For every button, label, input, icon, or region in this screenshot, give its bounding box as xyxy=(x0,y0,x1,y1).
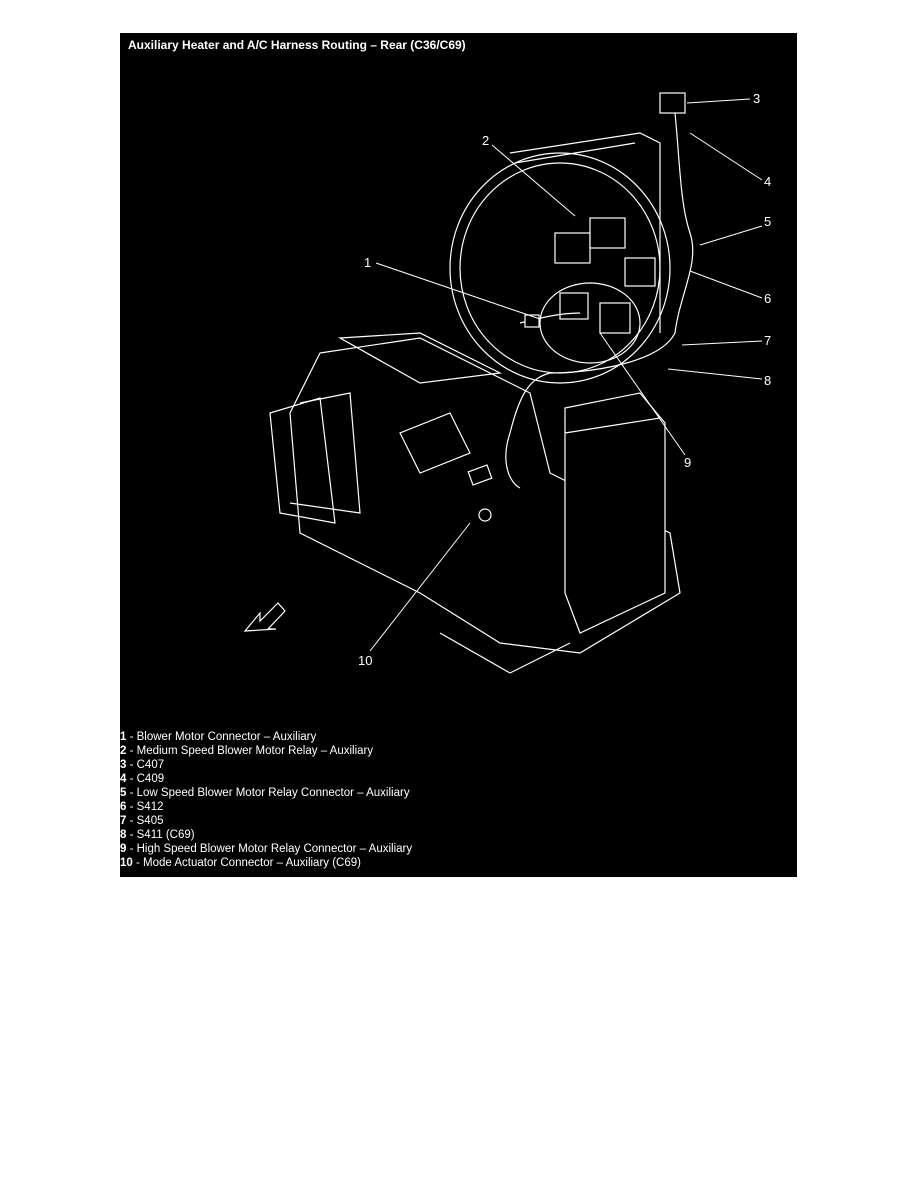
callout-9: 9 xyxy=(684,455,692,470)
callout-1: 1 xyxy=(364,255,372,270)
legend-item: 7 - S405 xyxy=(120,815,164,827)
legend-item: 10 - Mode Actuator Connector – Auxiliary (C69) xyxy=(120,857,361,869)
legend-item: 1 - Blower Motor Connector – Auxiliary xyxy=(120,731,317,743)
diagram-title: Auxiliary Heater and A/C Harness Routing – Rear (C36/C69) xyxy=(128,38,466,52)
callout-2: 2 xyxy=(482,133,490,148)
front-arrow-icon xyxy=(245,603,285,631)
legend-item: 2 - Medium Speed Blower Motor Relay – Auxiliary xyxy=(120,745,374,757)
callout-6: 6 xyxy=(764,291,772,306)
legend-item: 4 - C409 xyxy=(120,773,165,785)
legend-item: 9 - High Speed Blower Motor Relay Connector – Auxiliary xyxy=(120,843,413,855)
callout-8: 8 xyxy=(764,373,772,388)
legend-item: 5 - Low Speed Blower Motor Relay Connector – Auxiliary xyxy=(120,787,410,799)
heater-case xyxy=(270,333,680,673)
callout-5: 5 xyxy=(764,214,772,229)
diagram-panel xyxy=(120,33,797,877)
relays xyxy=(555,93,685,333)
callout-4: 4 xyxy=(764,174,772,189)
legend xyxy=(120,730,412,870)
legend-item: 6 - S412 xyxy=(120,801,164,813)
callout-3: 3 xyxy=(753,91,761,106)
callout-7: 7 xyxy=(764,333,772,348)
legend-item: 3 - C407 xyxy=(120,759,165,771)
callout-10: 10 xyxy=(358,653,373,668)
legend-item: 8 - S411 (C69) xyxy=(120,829,195,841)
